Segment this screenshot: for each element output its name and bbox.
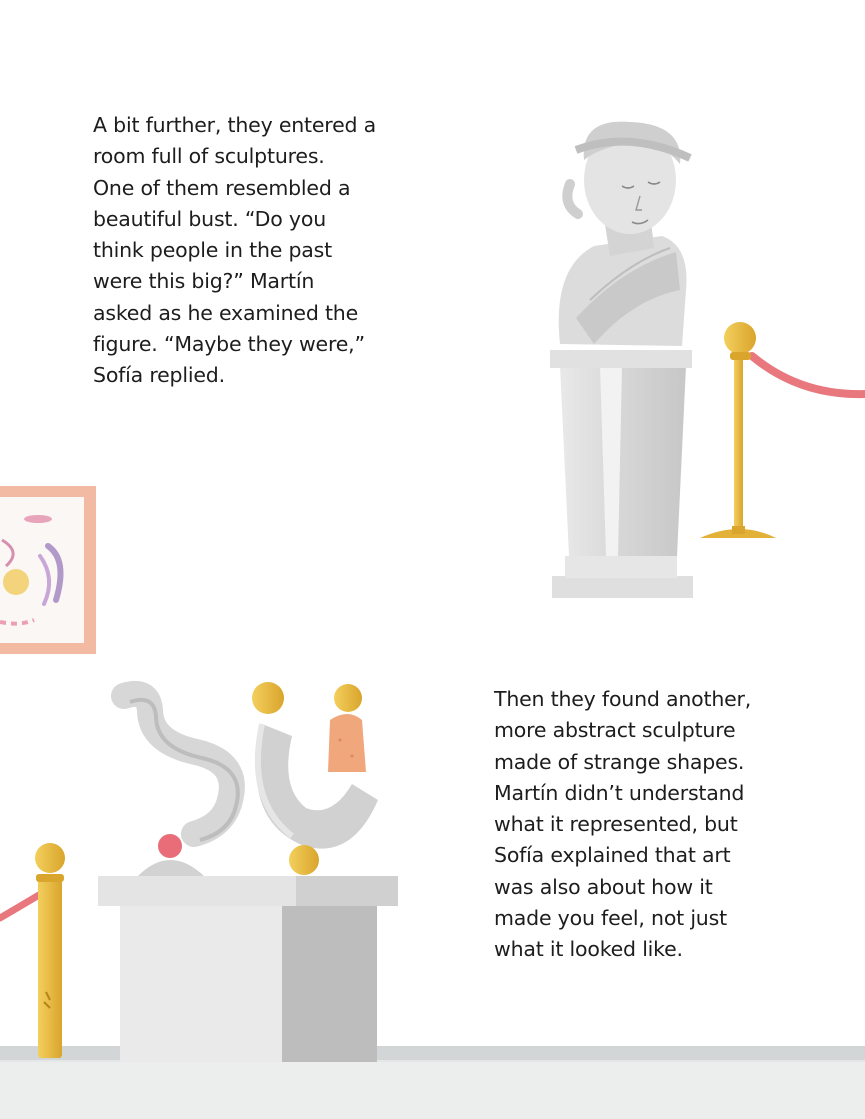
- stanchion-right: [700, 322, 865, 538]
- story-paragraph-1: A bit further, they entered a room full of sculptures. One of them resembled a beautiful bust. “Do you think people in the past were this big?” Martín asked as he examined the figure. “Maybe they were,” Sofía replied.: [93, 113, 376, 388]
- story-paragraph-2: Then they found another, more abstract sculpture made of strange shapes. Martín didn’t understand what it represented, but Sofía explained that art was also about how it made you feel, not just what it looked like.: [494, 687, 752, 962]
- framed-painting: [0, 486, 96, 654]
- classical-bust: [550, 122, 693, 598]
- stanchion-left: [0, 843, 65, 1058]
- abstract-sculpture: [98, 682, 398, 1062]
